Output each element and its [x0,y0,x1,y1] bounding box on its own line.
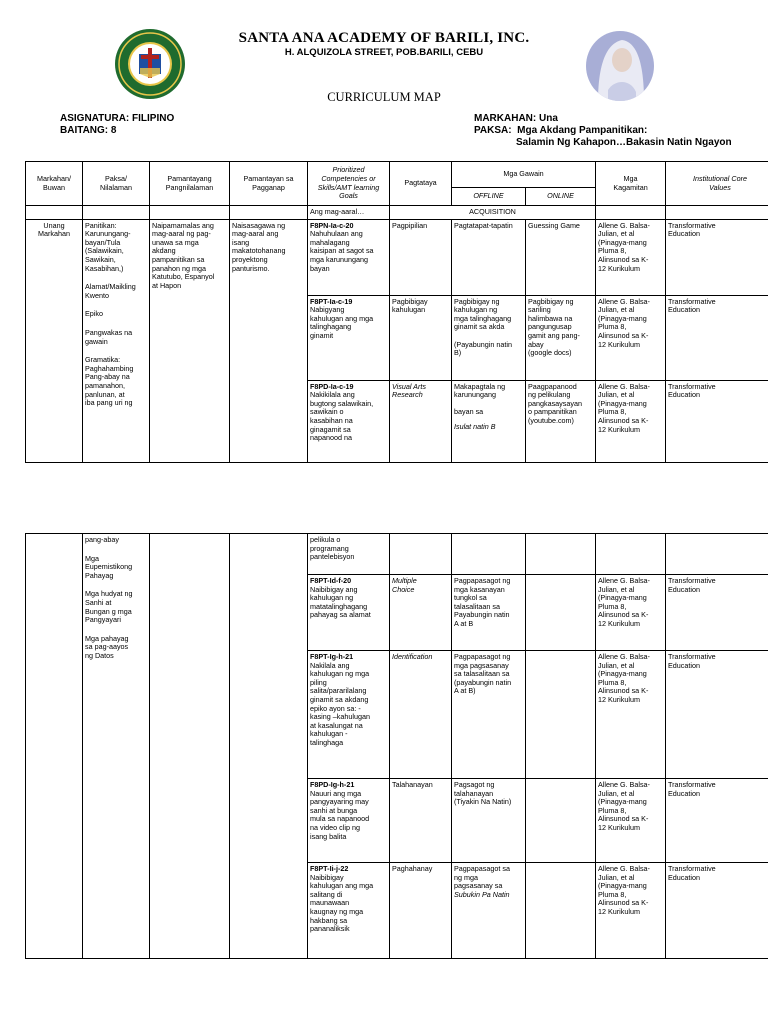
cell-paksa [83,534,150,959]
competency-code: F8PT-Id-f-20 [310,576,352,585]
paksa-item: Mga pahayag sa pag-aayos ng Datos [85,633,129,660]
header-pagtataya: Pagtataya [390,162,452,206]
cell-competency [308,380,390,462]
header-markahan: Markahan/ Buwan [26,162,83,206]
baitang: BAITANG: 8 [60,125,117,136]
competency-text: Nahuhulaan ang mahalagang kaisipan at sagot sa mga karunungang bayan [310,229,374,273]
cell-offline: Pagsagot ng talahanayan (Tiyakin Na Natin) [452,779,526,863]
cell-pamantayang-pangnilalaman: Naipamamalas ang mag-aaral ng pag- unawa sa mga akdang pampanitikan sa panahon ng mga Katutubo, Espanyol at Hapon [150,219,230,462]
competency-code: F8PT-Ig-h-21 [310,652,354,661]
cell-online: Guessing Game [526,219,596,295]
cell-competency [308,863,390,959]
competency-text: Nabigyang kahulugan ang mga talinghagang ginamit [310,305,374,340]
paksa-item: Epiko [85,309,103,319]
cell-core-values: Transformative Education [666,651,768,779]
paksa-item: Gramatika: Paghahambing Pang-abay na pamanahon, panlunan, at iba pang uri ng [85,355,134,408]
competency-code: F8PT-Ia-c-19 [310,296,353,306]
competency-text: Naibibigay ang kahulugan ng matatalinghagang pahayag sa alamat [310,584,371,620]
cell-online [526,575,596,651]
offline-text: Makapagtala ng karunungang bayan sa [454,381,506,417]
header-pamantayan-sa-pagganap: Pamantayan sa Pagganap [230,162,308,206]
subheader-mag-aaral: Ang mag-aaral… [308,206,390,220]
competency-text: Nauuri ang mga pangyayaring may sanhi at bunga mula sa napanood na video clip ng isang balita [310,788,370,841]
curriculum-map-table-page-2 [25,533,768,959]
offline-text: Pagpapasagot sa ng mga pagsasanay sa [454,864,510,891]
cell-pagtataya: Paghahanay [390,863,452,959]
cell-pagtataya: Pagbibigay kahulugan [390,295,452,380]
cell-pagganap-empty [230,534,308,959]
cell-kagamitan: Allene G. Balsa- Julian, et al (Pinagya-mang Pluma 8, Alinsunod sa K- 12 Kurikulum [596,651,666,779]
paksa: PAKSA: Mga Akdang Pampanitikan: [474,125,648,136]
subheader-empty [150,206,230,220]
cell-pagtataya: Identification [390,651,452,779]
cell-empty [666,534,768,575]
cell-kagamitan: Allene G. Balsa- Julian, et al (Pinagya-mang Pluma 8, Alinsunod sa K- 12 Kurikulum [596,863,666,959]
competency-text: Naibibigay kahulugan ang mga salitang di maunawaan kaugnay ng mga hakbang sa pananaliksik [310,872,374,934]
cell-pagtataya: Visual Arts Research [390,380,452,462]
cell-online [526,651,596,779]
cell-competency [308,575,390,651]
markahan: MARKAHAN: Una [474,113,558,124]
subheader-empty [666,206,768,220]
school-address: H. ALQUIZOLA STREET, POB.BARILI, CEBU [284,47,484,58]
paksa-item: pang-abay [85,535,119,544]
cell-markahan-empty [26,534,83,959]
cell-kagamitan: Allene G. Balsa- Julian, et al (Pinagya-mang Pluma 8, Alinsunod sa K- 12 Kurikulum [596,219,666,295]
cell-kagamitan: Allene G. Balsa- Julian, et al (Pinagya-mang Pluma 8, Alinsunod sa K- 12 Kurikulum [596,295,666,380]
cell-paksa [83,219,150,462]
paksa-item: Alamat/Maikling Kwento [85,282,136,300]
cell-core-values: Transformative Education [666,219,768,295]
cell-kagamitan: Allene G. Balsa- Julian, et al (Pinagya-mang Pluma 8, Alinsunod sa K- 12 Kurikulum [596,779,666,863]
cell-core-values: Transformative Education [666,863,768,959]
cell-core-values: Transformative Education [666,380,768,462]
cell-offline [452,380,526,462]
competency-code: F8PD-Ig-h-21 [310,780,355,789]
competency-code: F8PN-Ia-c-20 [310,220,354,230]
school-name: SANTA ANA ACADEMY OF BARILI, INC. [238,30,530,46]
cell-offline: Pagpapasagot ng mga kasanayan tungkol sa talasalitaan sa Payabungin natin A at B [452,575,526,651]
cell-competency-continuation: pelikula o programang pantelebisyon [308,534,390,575]
cell-empty [596,534,666,575]
paksa-subtitle: Salamin Ng Kahapon…Bakasin Natin Ngayon [516,137,732,148]
subheader-empty [83,206,150,220]
header-paksa: Paksa/ Nilalaman [83,162,150,206]
paksa-item: Panitikan: Karunungang- bayan/Tula (Salawikain, Sawikain, Kasabihan,) [85,220,131,273]
cell-pagtataya: Talahanayan [390,779,452,863]
cell-competency [308,219,390,295]
header-competencies: Prioritized Competencies or Skills/AMT learning Goals [308,162,390,206]
header-core-values: Institutional Core Values [666,162,768,206]
cell-offline: Pagtatapat-tapatin [452,219,526,295]
cell-core-values: Transformative Education [666,295,768,380]
curriculum-map-table-page-1 [25,161,768,463]
cell-core-values: Transformative Education [666,575,768,651]
subheader-acquisition: ACQUISITION [390,206,596,220]
paksa-item: Mga hudyat ng Sanhi at Bungan g mga Pangyayari [85,589,133,625]
competency-text: Nakikilala ang bugtong salawikain, sawikain o kasabihan na ginagamit sa napanood na [310,390,374,443]
cell-online: Paagpapanood ng pelikulang pangkasaysayan o pampanitikan (youtube.com) [526,380,596,462]
competency-code: F8PD-Ia-c-19 [310,381,354,391]
cell-empty [526,534,596,575]
paksa-item: Pangwakas na gawain [85,327,133,346]
paksa-item: Mga Eupemistikong Pahayag [85,553,133,580]
competency-text: Nakilala ang kahulugan ng mga piling salita/pararilalang ginamit sa akdang epiko ayon sa: - kasing –kahulugan at kasalungat na kahulugan - talinghaga [310,660,370,747]
cell-markahan: Unang Markahan [26,219,83,462]
header-pamantayang-pangnilalaman: Pamantayang Pangnilalaman [150,162,230,206]
cell-online: Pagbibigay ng sariling halimbawa na pangungusap gamit ang pang- abay (google docs) [526,295,596,380]
cell-online [526,863,596,959]
cell-empty [390,534,452,575]
cell-pamantayan-sa-pagganap: Naisasagawa ng mag-aaral ang isang makatotohanang proyektong panturismo. [230,219,308,462]
header-online: ONLINE [526,188,596,206]
cell-pamantayang-empty [150,534,230,959]
cell-offline: Pagpapasagot ng mga pagsasanay sa talasalitaan sa (payabungin natin A at B) [452,651,526,779]
offline-activity: Subukin Pa Natin [454,889,510,899]
cell-online [526,779,596,863]
cell-core-values: Transformative Education [666,779,768,863]
cell-pagtataya: Multiple Choice [390,575,452,651]
header-mga-gawain: Mga Gawain [452,162,596,188]
cell-competency [308,295,390,380]
competency-code: F8PT-Ii-j-22 [310,864,349,873]
document-title: CURRICULUM MAP [327,90,441,104]
cell-kagamitan: Allene G. Balsa- Julian, et al (Pinagya-mang Pluma 8, Alinsunod sa K- 12 Kurikulum [596,380,666,462]
cell-kagamitan: Allene G. Balsa- Julian, et al (Pinagya-mang Pluma 8, Alinsunod sa K- 12 Kurikulum [596,575,666,651]
cell-pagtataya: Pagpipilian [390,219,452,295]
cell-competency [308,651,390,779]
header-offline: OFFLINE [452,188,526,206]
subheader-empty [596,206,666,220]
cell-offline [452,863,526,959]
subheader-empty [26,206,83,220]
cell-empty [452,534,526,575]
header-kagamitan: Mga Kagamitan [596,162,666,206]
asignatura: ASIGNATURA: FILIPINO [60,113,175,124]
cell-competency [308,779,390,863]
offline-activity: Isulat natin B [454,421,496,431]
subheader-empty [230,206,308,220]
cell-offline: Pagbibigay ng kahulugan ng mga talinghagang ginamit sa akda (Payabungin natin B) [452,295,526,380]
